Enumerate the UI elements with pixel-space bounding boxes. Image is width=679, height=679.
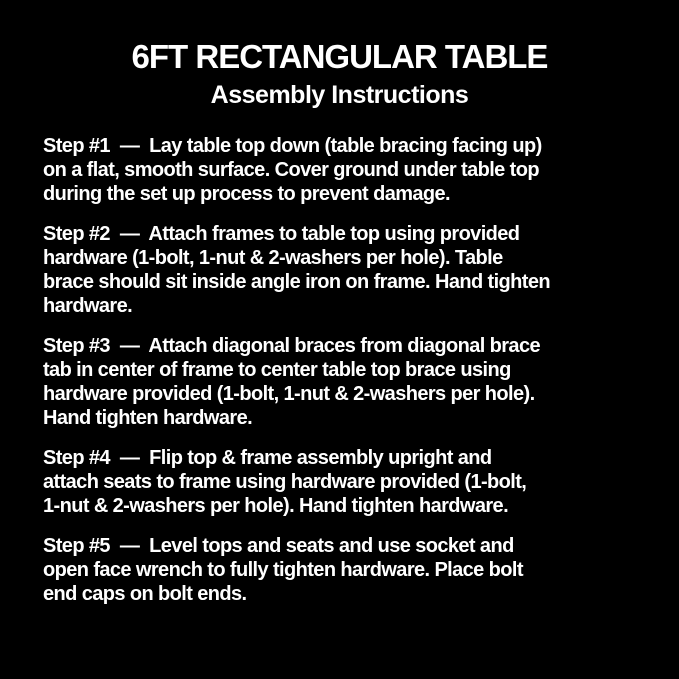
step-line: brace should sit inside angle iron on frame. Hand tighten	[43, 271, 550, 293]
step-paragraph	[43, 134, 665, 206]
step-line: Step #3 — Attach diagonal braces from diagonal brace	[43, 335, 540, 357]
step-line: Step #5 — Level tops and seats and use socket and	[43, 535, 514, 557]
step-line: hardware provided (1-bolt, 1-nut & 2-washers per hole).	[43, 383, 535, 405]
steps-list	[0, 134, 679, 606]
step-line: tab in center of frame to center table top brace using	[43, 359, 511, 381]
step-paragraph	[43, 334, 665, 430]
step-line: Hand tighten hardware.	[43, 407, 253, 429]
step-line: attach seats to frame using hardware provided (1-bolt,	[43, 471, 527, 493]
step-line: open face wrench to fully tighten hardware. Place bolt	[43, 559, 523, 581]
page-title: 6FT RECTANGULAR TABLE	[131, 38, 548, 75]
step-line: 1-nut & 2-washers per hole). Hand tighten hardware.	[43, 495, 509, 517]
step-line: Step #4 — Flip top & frame assembly upright and	[43, 447, 492, 469]
step-paragraph	[43, 534, 665, 606]
page-subtitle: Assembly Instructions	[210, 81, 469, 109]
step-line: hardware.	[43, 295, 133, 317]
step-paragraph	[43, 222, 665, 318]
step-line: Step #2 — Attach frames to table top using provided	[43, 223, 520, 245]
step-paragraph	[43, 446, 665, 518]
step-line: end caps on bolt ends.	[43, 583, 247, 605]
step-line: on a flat, smooth surface. Cover ground under table top	[43, 159, 539, 181]
step-line: hardware (1-bolt, 1-nut & 2-washers per hole). Table	[43, 247, 503, 269]
step-line: during the set up process to prevent damage.	[43, 183, 451, 205]
step-line: Step #1 — Lay table top down (table bracing facing up)	[43, 135, 542, 157]
